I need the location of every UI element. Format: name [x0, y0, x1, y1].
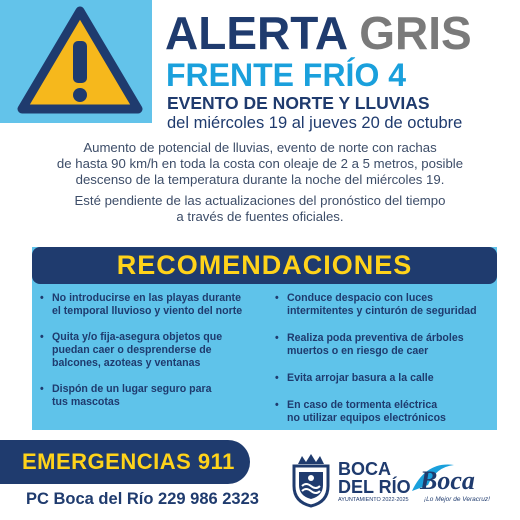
recommendation-item: • En caso de tormenta eléctrica no utilizar equipos electrónicos	[275, 399, 446, 424]
description	[20, 140, 500, 225]
boca-brand-logo	[406, 457, 512, 505]
recommendations-banner	[32, 247, 497, 284]
recommendation-item: • Quita y/o fija-asegura objetos que puedan caer o desprenderse de balcones, azoteas y ventanas	[40, 331, 223, 369]
recommendation-item: • No introducirse en las playas durante el temporal lluvioso y viento del norte	[40, 292, 243, 317]
event-title: EVENTO DE NORTE Y LLUVIAS	[167, 93, 430, 113]
warning-triangle-icon	[16, 5, 144, 117]
emergency-banner	[0, 440, 250, 484]
recommendations-left-list	[40, 292, 270, 422]
alert-level: GRIS	[359, 7, 472, 59]
emergency-number: EMERGENCIAS 911	[22, 449, 235, 474]
recommendations-right-list	[275, 292, 495, 439]
civil-protection-phone: PC Boca del Río 229 986 2323	[26, 490, 259, 508]
recommendation-item: • Conduce despacio con luces intermitentes y cinturón de seguridad	[275, 292, 477, 317]
event-dates: del miércoles 19 al jueves 20 de octubre	[167, 114, 463, 132]
recommendations-title: RECOMENDACIONES	[116, 250, 413, 280]
svg-text:¡Lo Mejor de Veracruz!: ¡Lo Mejor de Veracruz!	[424, 496, 490, 503]
recommendation-item: • Dispón de un lugar seguro para tus mascotas	[40, 383, 212, 408]
alert-title	[165, 8, 472, 58]
alert-title-word: ALERTA	[165, 7, 347, 59]
svg-text:Boca: Boca	[420, 466, 475, 495]
municipal-seal-icon	[288, 452, 334, 508]
boca-del-rio-logo: BOCA DEL RÍO AYUNTAMIENTO 2022-2025	[338, 459, 411, 503]
recommendation-item: • Realiza poda preventiva de árboles muertos o en riesgo de caer	[275, 332, 464, 357]
description-paragraph: Aumento de potencial de lluvias, evento de norte con rachas de hasta 90 km/h en toda la costa con oleaje de 2 a 5 metros, posible descenso de la temperatura durante la noche del miércoles 19.	[56, 140, 464, 187]
description-paragraph: Esté pendiente de las actualizaciones del pronóstico del tiempo a través de fuentes oficiales.	[74, 193, 446, 224]
front-title: FRENTE FRÍO 4	[166, 57, 407, 93]
recommendation-item: • Evita arrojar basura a la calle	[275, 372, 434, 384]
